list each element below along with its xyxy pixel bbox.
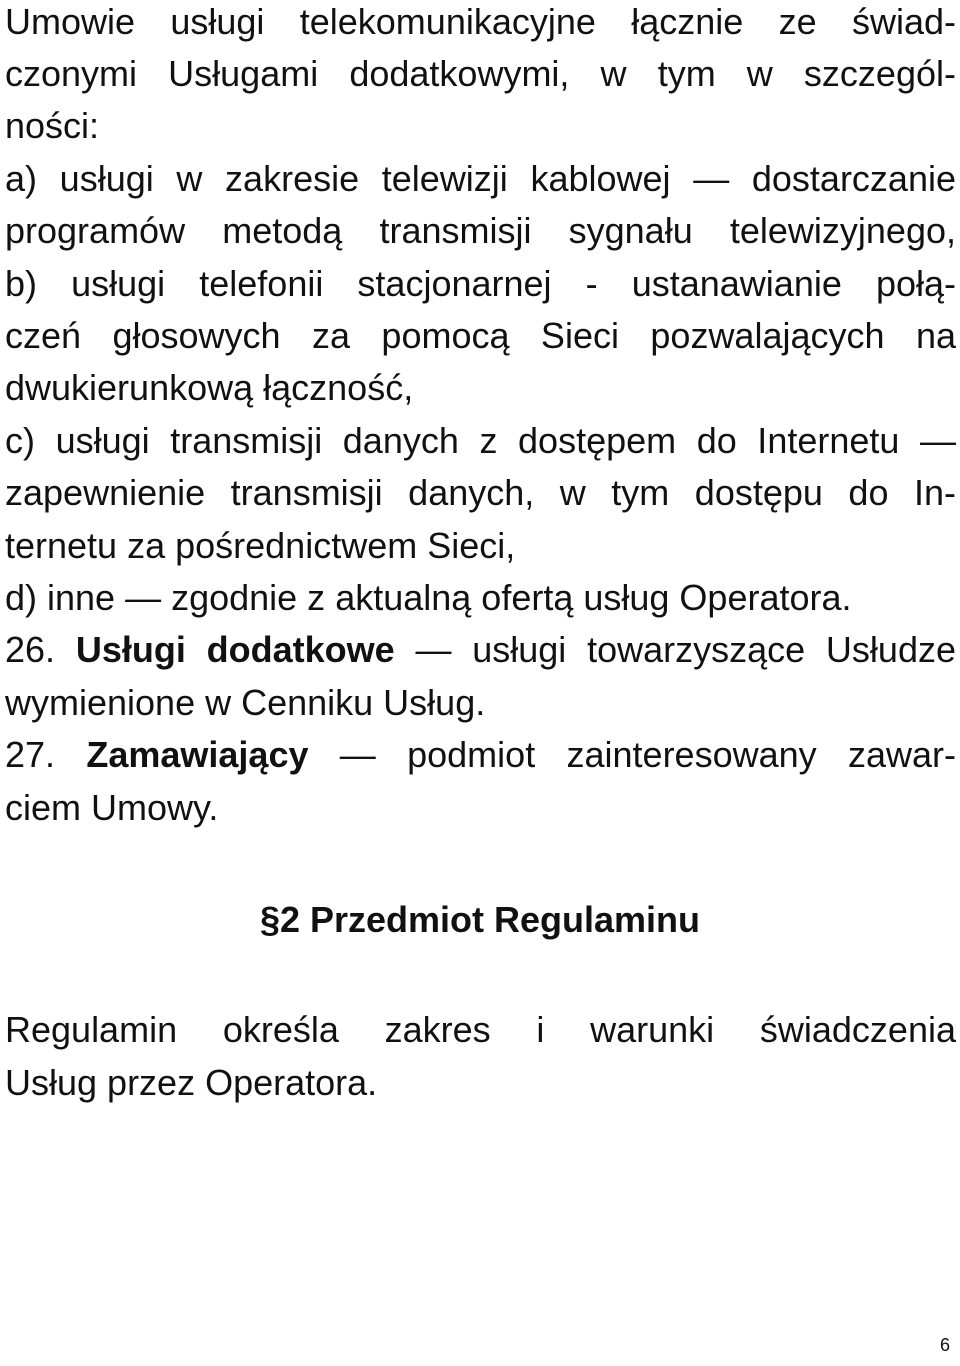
definition-text: — podmiot zainteresowany zawar- [308, 734, 956, 775]
text-line: czeń głosowych za pomocą Sieci pozwalających na [5, 315, 956, 356]
text-line: ternetu za pośrednictwem Sieci, [5, 525, 516, 566]
section-heading: §2 Przedmiot Regulaminu [259, 899, 701, 940]
definition-26 [5, 628, 956, 672]
definition-continuation: wymienione w Cenniku Usług. [5, 682, 486, 723]
text-line: dwukierunkową łączność, [5, 367, 414, 408]
text-line: zapewnienie transmisji danych, w tym dostępu do In- [5, 472, 956, 513]
definition-term: Usługi dodatkowe [75, 629, 395, 670]
page-number: 6 [939, 1335, 950, 1355]
section-body-line: Regulamin określa zakres i warunki świadczenia [5, 1009, 956, 1050]
definition-term: Zamawiający [86, 734, 309, 775]
definition-number: 27. [5, 734, 56, 775]
list-item-a: a) usługi w zakresie telewizji kablowej — dostarczanie [5, 158, 956, 199]
text-line: ności: [5, 105, 100, 146]
definition-text: — usługi towarzyszące Usłudze [394, 629, 956, 670]
definition-number: 26. [5, 629, 56, 670]
list-item-b: b) usługi telefonii stacjonarnej - ustanawianie połą- [5, 263, 956, 304]
definition-27 [5, 733, 956, 777]
text-line: programów metodą transmisji sygnału telewizyjnego, [5, 210, 956, 251]
definition-continuation: ciem Umowy. [5, 787, 219, 828]
list-item-d: d) inne — zgodnie z aktualną ofertą usług Operatora. [5, 577, 852, 618]
list-item-c: c) usługi transmisji danych z dostępem do Internetu — [5, 420, 956, 461]
text-line: czonymi Usługami dodatkowymi, w tym w szczegól- [5, 53, 956, 94]
section-body-line: Usług przez Operatora. [5, 1062, 378, 1103]
text-line: Umowie usługi telekomunikacyjne łącznie ze świad- [5, 1, 956, 42]
